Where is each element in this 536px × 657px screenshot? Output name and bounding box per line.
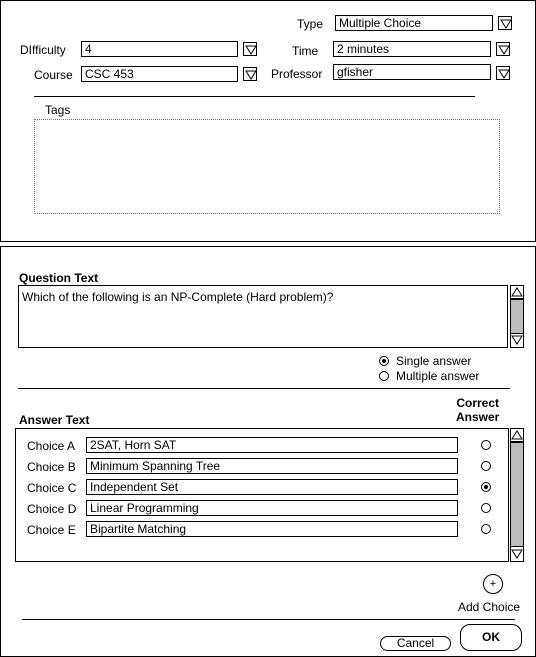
time-label: Time	[292, 44, 319, 58]
plus-icon: +	[489, 578, 497, 590]
chevron-down-icon	[245, 45, 257, 55]
correct-answer-radio[interactable]	[481, 503, 491, 513]
divider	[22, 619, 515, 620]
difficulty-select[interactable]: 4	[81, 41, 238, 57]
correct-answer-radio[interactable]	[481, 461, 491, 471]
choice-label: Choice B	[27, 460, 76, 474]
correct-answer-radio[interactable]	[481, 482, 491, 492]
scroll-thumb[interactable]	[511, 442, 523, 547]
scroll-down-button[interactable]	[511, 334, 523, 347]
difficulty-label: DIfficulty	[20, 43, 66, 57]
chevron-down-icon	[498, 69, 510, 79]
scroll-up-button[interactable]	[511, 286, 523, 299]
question-properties-panel	[0, 0, 536, 242]
choice-text-field[interactable]: 2SAT, Horn SAT	[86, 437, 458, 453]
chevron-up-icon	[511, 287, 523, 297]
cancel-button[interactable]: Cancel	[380, 636, 451, 651]
question-text-label: Question Text	[19, 271, 99, 285]
course-dropdown-button[interactable]	[243, 67, 257, 81]
scroll-thumb[interactable]	[511, 299, 523, 334]
choice-label: Choice E	[27, 523, 76, 537]
choice-label: Choice C	[27, 481, 77, 495]
chevron-down-icon	[498, 45, 510, 55]
question-text-area[interactable]: Which of the following is an NP-Complete (Hard problem)?	[18, 285, 508, 348]
multiple-answer-label: Multiple answer	[396, 369, 480, 383]
scroll-up-button[interactable]	[511, 429, 523, 442]
choice-text-field[interactable]: Independent Set	[86, 479, 458, 495]
divider	[34, 96, 475, 97]
choice-text-field[interactable]: Linear Programming	[86, 500, 458, 516]
answer-text-label: Answer Text	[19, 413, 90, 427]
professor-dropdown-button[interactable]	[496, 66, 510, 80]
type-label: Type	[297, 17, 324, 31]
tags-area[interactable]	[34, 119, 500, 214]
answer-scrollbar[interactable]	[510, 428, 524, 562]
choice-label: Choice D	[27, 502, 77, 516]
add-choice-button[interactable]	[483, 574, 503, 594]
course-label: Course	[34, 68, 73, 82]
multiple-answer-radio[interactable]	[379, 371, 389, 381]
tags-label: Tags	[45, 103, 71, 117]
divider	[18, 388, 510, 389]
chevron-down-icon	[511, 549, 523, 559]
ok-button[interactable]: OK	[460, 624, 522, 651]
course-select[interactable]: CSC 453	[81, 66, 238, 82]
correct-answer-header	[456, 396, 499, 424]
chevron-up-icon	[511, 430, 523, 440]
chevron-down-icon	[500, 19, 512, 29]
choice-label: Choice A	[27, 439, 76, 453]
professor-label: Professor	[271, 67, 323, 81]
chevron-down-icon	[245, 70, 257, 80]
scroll-down-button[interactable]	[511, 548, 523, 561]
professor-select[interactable]: gfisher	[333, 64, 491, 80]
choice-text-field[interactable]: Minimum Spanning Tree	[86, 458, 458, 474]
choice-text-field[interactable]: Bipartite Matching	[86, 521, 458, 537]
correct-answer-radio[interactable]	[481, 524, 491, 534]
correct-answer-radio[interactable]	[481, 440, 491, 450]
type-select[interactable]: Multiple Choice	[335, 15, 493, 31]
difficulty-dropdown-button[interactable]	[243, 42, 257, 56]
add-choice-label[interactable]: Add Choice	[458, 600, 521, 614]
question-editor-panel	[0, 246, 536, 657]
question-scrollbar[interactable]	[510, 285, 524, 348]
type-dropdown-button[interactable]	[498, 16, 512, 30]
time-select[interactable]: 2 minutes	[333, 41, 491, 57]
time-dropdown-button[interactable]	[496, 42, 510, 56]
chevron-down-icon	[511, 335, 523, 345]
single-answer-label: Single answer	[396, 354, 472, 368]
single-answer-radio[interactable]	[379, 356, 389, 366]
answer-list	[15, 428, 509, 562]
correct-header-line2: Answer	[456, 410, 500, 424]
correct-header-line1: Correct	[456, 396, 500, 410]
